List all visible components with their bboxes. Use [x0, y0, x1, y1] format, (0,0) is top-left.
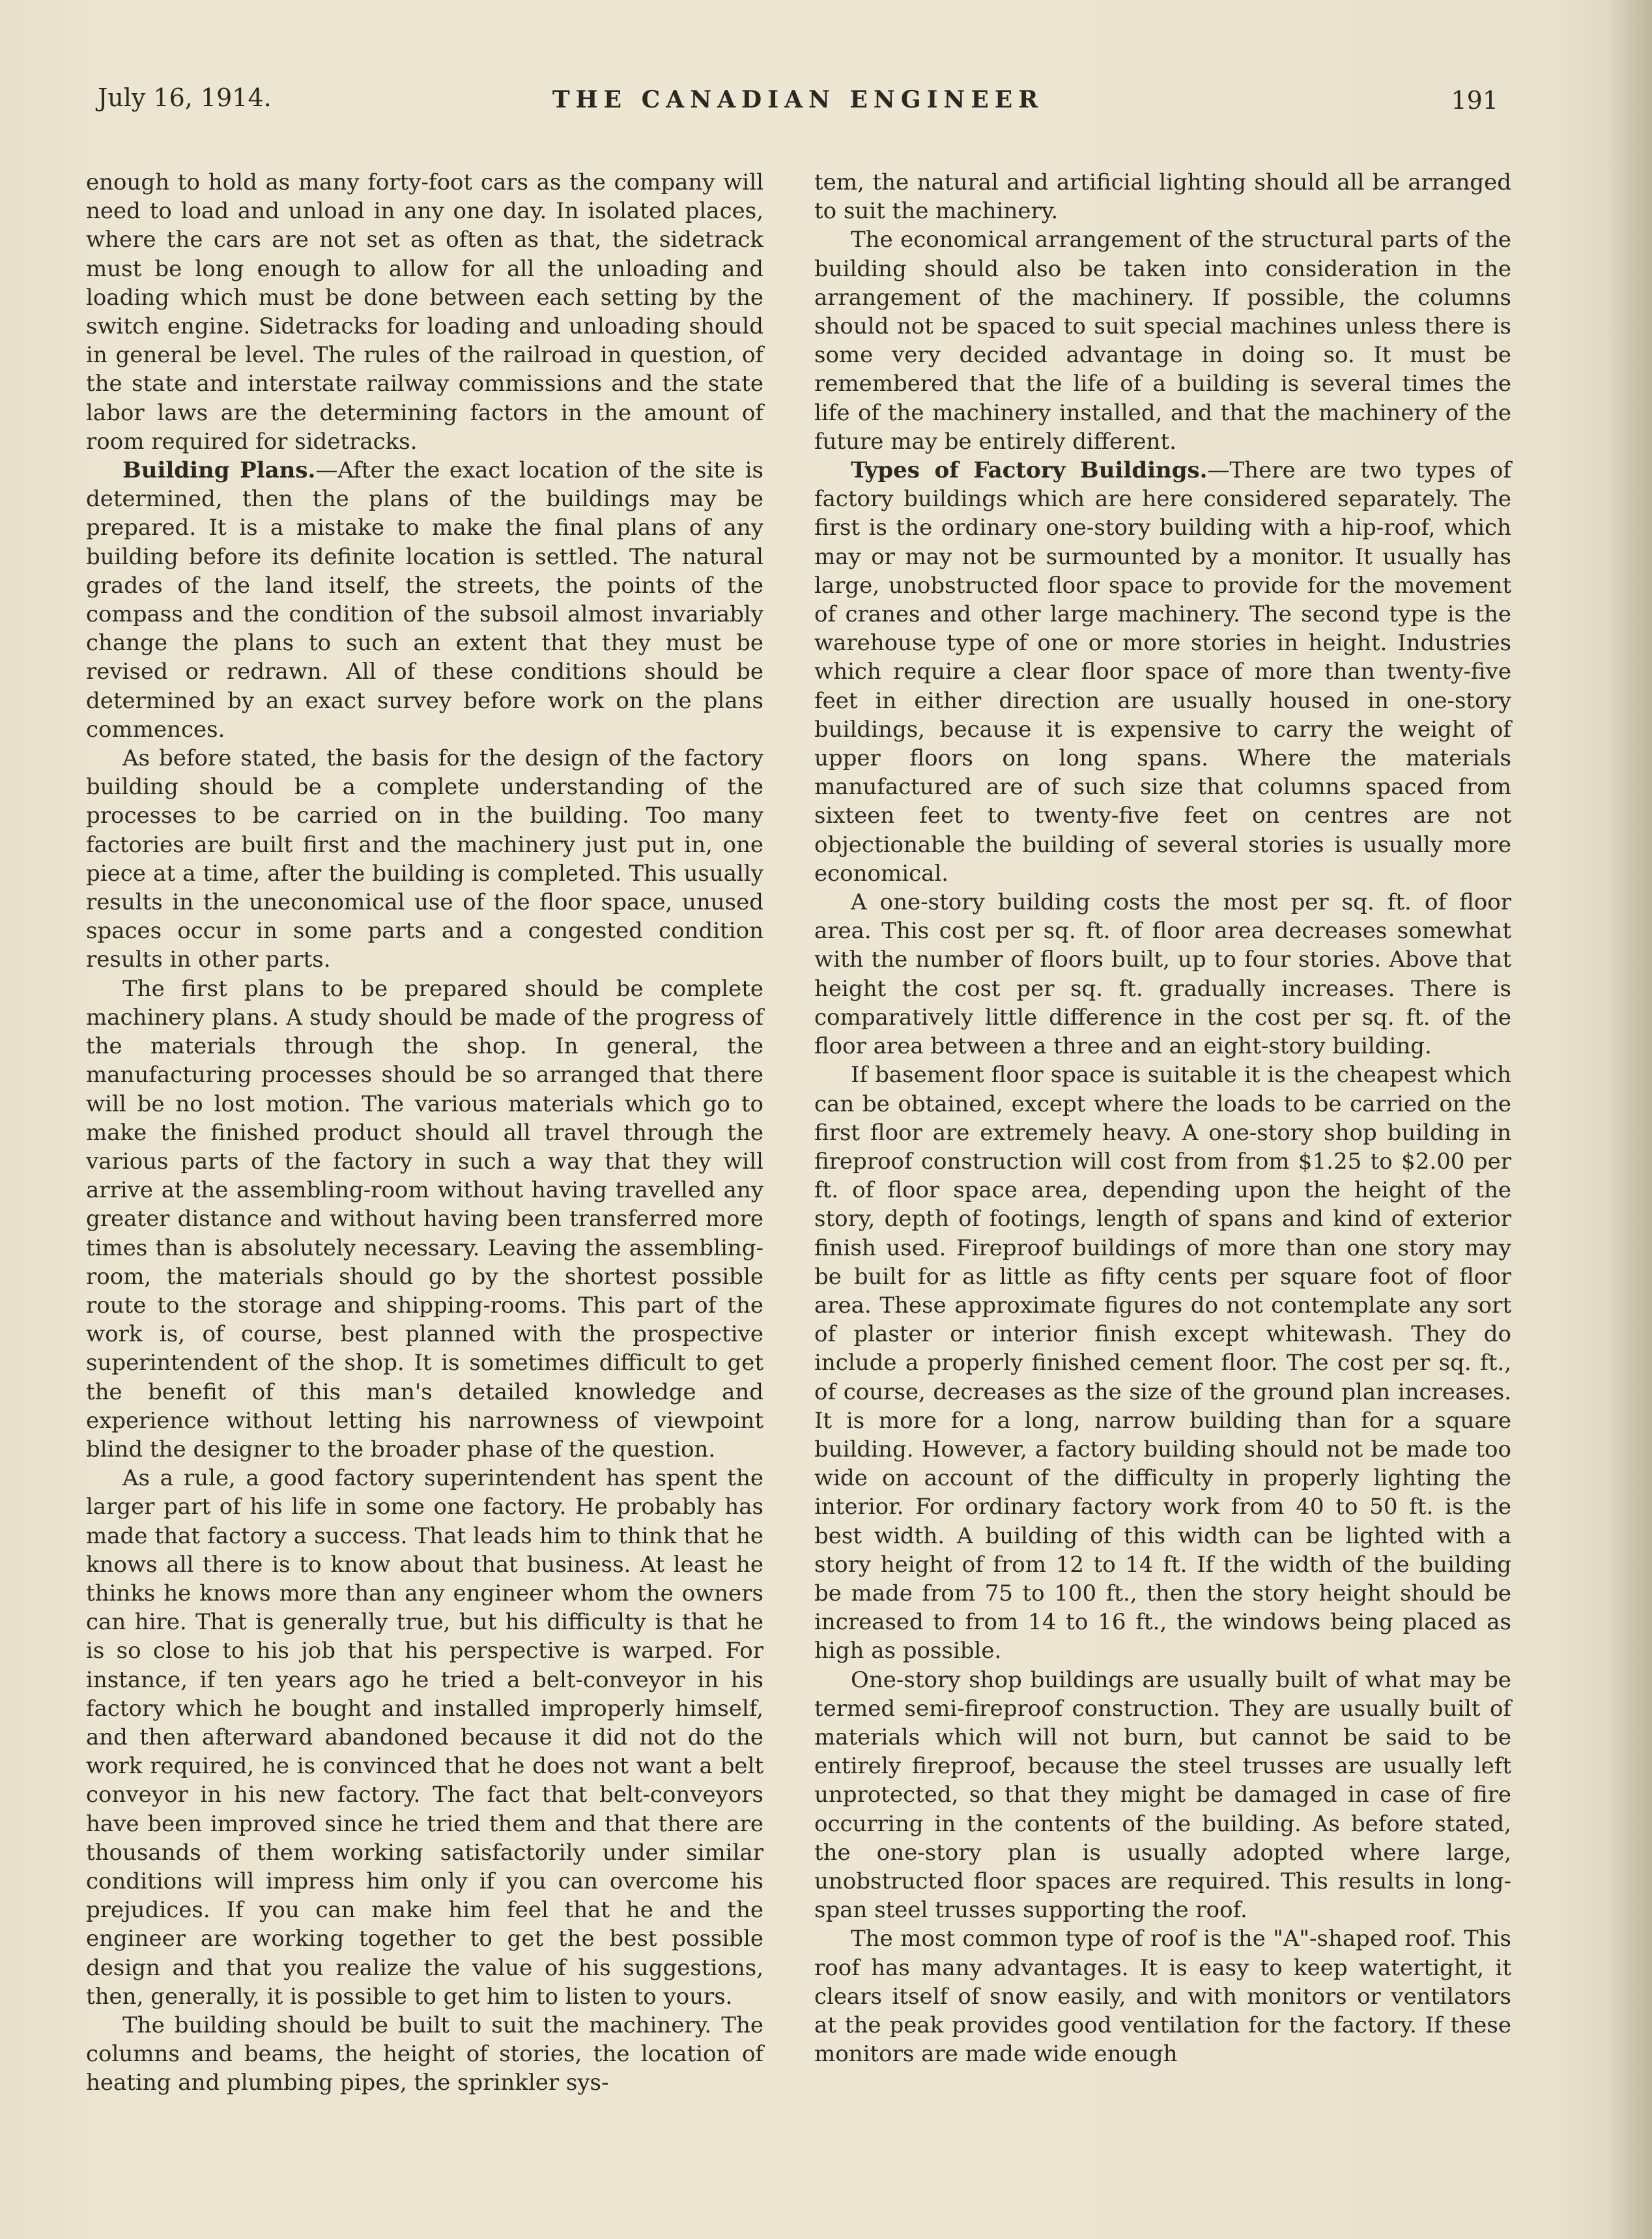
paragraph-text: A one-story building costs the most per sq. ft. of floor area. This cost per sq. ft. of floor area decreases somewhat with the number of floors built, up to four stories. Above that height the cost per sq. ft. gradually increases. There is comparatively little difference in the cost per sq. ft. of the floor area between a three and an eight-story building.	[814, 889, 1511, 1060]
paragraph-text: The most common type of roof is the "A"-shaped roof. This roof has many advantages. It is easy to keep watertight, it clears itself of snow easily, and with monitors or ventilators at the peak provides good ventilation for the factory. If these monitors are made wide enough	[814, 1926, 1511, 2068]
paragraph-text: The economical arrangement of the structural parts of the building should also be taken into consideration in the arrangement of the machinery. If possible, the columns should not be spaced to suit special machines unless there is some very decided advantage in doing so. It must be remembered that the life of a building is several times the life of the machinery installed, and that the machinery of the future may be entirely different.	[814, 227, 1511, 455]
paragraph	[60, 456, 763, 744]
paragraph	[814, 1924, 1511, 2068]
paragraph	[814, 168, 1511, 225]
paragraph-text: tem, the natural and artificial lighting should all be arranged to suit the machinery.	[814, 169, 1511, 225]
paragraph	[60, 168, 763, 456]
section-heading: Building Plans.	[122, 457, 316, 484]
paragraph-text: —There are two types of factory buildings which are here considered separately. The first is the ordinary one-story building with a hip-roof, which may or may not be surmounted by a monitor. It usually has large, unobstructed floor space to provide for the movement of cranes and other large machinery. The second type is the warehouse type of one or more stories in height. Industries which require a clear floor space of more than twenty-five feet in either direction are usually housed in one-story buildings, because it is expensive to carry the weight of upper floors on long spans. Where the materials manufactured are of such size that columns spaced from sixteen feet to twenty-five feet on centres are not objectionable the building of several stories is usually more economical.	[814, 457, 1511, 887]
page-header	[98, 83, 1498, 129]
paragraph-text: One-story shop buildings are usually built of what may be termed semi-fireproof construction. They are usually built of materials which will not burn, but cannot be said to be entirely fireproof, because the steel trusses are usually left unprotected, so that they might be damaged in case of fire occurring in the contents of the building. As before stated, the one-story plan is usually adopted where large, unobstructed floor spaces are required. This results in long-span steel trusses supporting the roof.	[814, 1666, 1511, 1924]
paragraph	[60, 1464, 763, 2011]
paragraph	[814, 456, 1511, 888]
paragraph-text: enough to hold as many forty-foot cars as the company will need to load and unload in any one day. In isolated places, where the cars are not set as often as that, the sidetrack must be long enough to allow for all the unloading and loading which must be done between each setting by the switch engine. Sidetracks for loading and unloading should in general be level. The rules of the railroad in question, of the state and interstate railway commissions and the state labor laws are the determining factors in the amount of room required for sidetracks.	[86, 169, 763, 455]
paragraph-text: If basement floor space is suitable it is the cheapest which can be obtained, except where the loads to be carried on the first floor are extremely heavy. A one-story shop building in fireproof construction will cost from from $1.25 to $2.00 per ft. of floor space area, depending upon the height of the story, depth of footings, length of spans and kind of exterior finish used. Fireproof buildings of more than one story may be built for as little as fifty cents per square foot of floor area. These approximate figures do not contemplate any sort of plaster or interior finish except whitewash. They do include a properly finished cement floor. The cost per sq. ft., of course, decreases as the size of the ground plan increases. It is more for a long, narrow building than for a square building. However, a factory building should not be made too wide on account of the difficulty in properly lighting the interior. For ordinary factory work from 40 to 50 ft. is the best width. A building of this width can be lighted with a story height of from 12 to 14 ft. If the width of the building be made from 75 to 100 ft., then the story height should be increased to from 14 to 16 ft., the windows being placed as high as possible.	[814, 1062, 1511, 1664]
paragraph	[60, 744, 763, 975]
paragraph	[814, 1666, 1511, 1925]
paragraph-text: As before stated, the basis for the design of the factory building should be a complete understanding of the processes to be carried on in the building. Too many factories are built first and the machinery just put in, one piece at a time, after the building is completed. This usually results in the uneconomical use of the floor space, unused spaces occur in some parts and a congested condition results in other parts.	[86, 745, 763, 973]
paragraph-text: The first plans to be prepared should be complete machinery plans. A study should be made of the progress of the materials through the shop. In general, the manufacturing processes should be so arranged that there will be no lost motion. The various materials which go to make the finished product should all travel through the various parts of the factory in such a way that they will arrive at the assembling-room without having travelled any greater distance and without having been transferred more times than is absolutely necessary. Leaving the assembling-room, the materials should go by the shortest possible route to the storage and shipping-rooms. This part of the work is, of course, best planned with the prospective superintendent of the shop. It is sometimes difficult to get the benefit of this man's detailed knowledge and experience without letting his narrowness of viewpoint blind the designer to the broader phase of the question.	[86, 975, 763, 1462]
paragraph	[814, 225, 1511, 456]
page-edge-shadow	[1606, 0, 1652, 2239]
header-date: July 16, 1914.	[98, 83, 272, 112]
section-heading: Types of Factory Buildings.	[851, 457, 1208, 484]
paragraph-text: —After the exact location of the site is determined, then the plans of the buildings may be prepared. It is a mistake to make the final plans of any building before its definite location is settled. The natural grades of the land itself, the streets, the points of the compass and the condition of the subsoil almost invariably change the plans to such an extent that they must be revised or redrawn. All of these conditions should be determined by an exact survey before work on the plans commences.	[86, 457, 763, 743]
paragraph	[814, 1061, 1511, 1665]
paragraph	[814, 888, 1511, 1061]
paragraph-text: The building should be built to suit the machinery. The columns and beams, the height of stories, the location of heating and plumbing pipes, the sprinkler sys-	[86, 2012, 763, 2096]
header-page-number: 191	[1451, 86, 1498, 115]
left-column	[60, 168, 763, 2098]
paragraph	[60, 2011, 763, 2098]
header-title: THE CANADIAN ENGINEER	[552, 86, 1044, 113]
paragraph-text: As a rule, a good factory superintendent has spent the larger part of his life in some one factory. He probably has made that factory a success. That leads him to think that he knows all there is to know about that business. At least he thinks he knows more than any engineer whom the owners can hire. That is generally true, but his difficulty is that he is so close to his job that his perspective is warped. For instance, if ten years ago he tried a belt-conveyor in his factory which he bought and installed improperly himself, and then afterward abandoned because it did not do the work required, he is convinced that he does not want a belt conveyor in his new factory. The fact that belt-conveyors have been improved since he tried them and that there are thousands of them working satisfactorily under similar conditions will impress him only if you can overcome his prejudices. If you can make him feel that he and the engineer are working together to get the best possible design and that you realize the value of his suggestions, then, generally, it is possible to get him to listen to yours.	[86, 1465, 763, 2010]
paragraph	[60, 975, 763, 1464]
right-column	[814, 168, 1511, 2068]
